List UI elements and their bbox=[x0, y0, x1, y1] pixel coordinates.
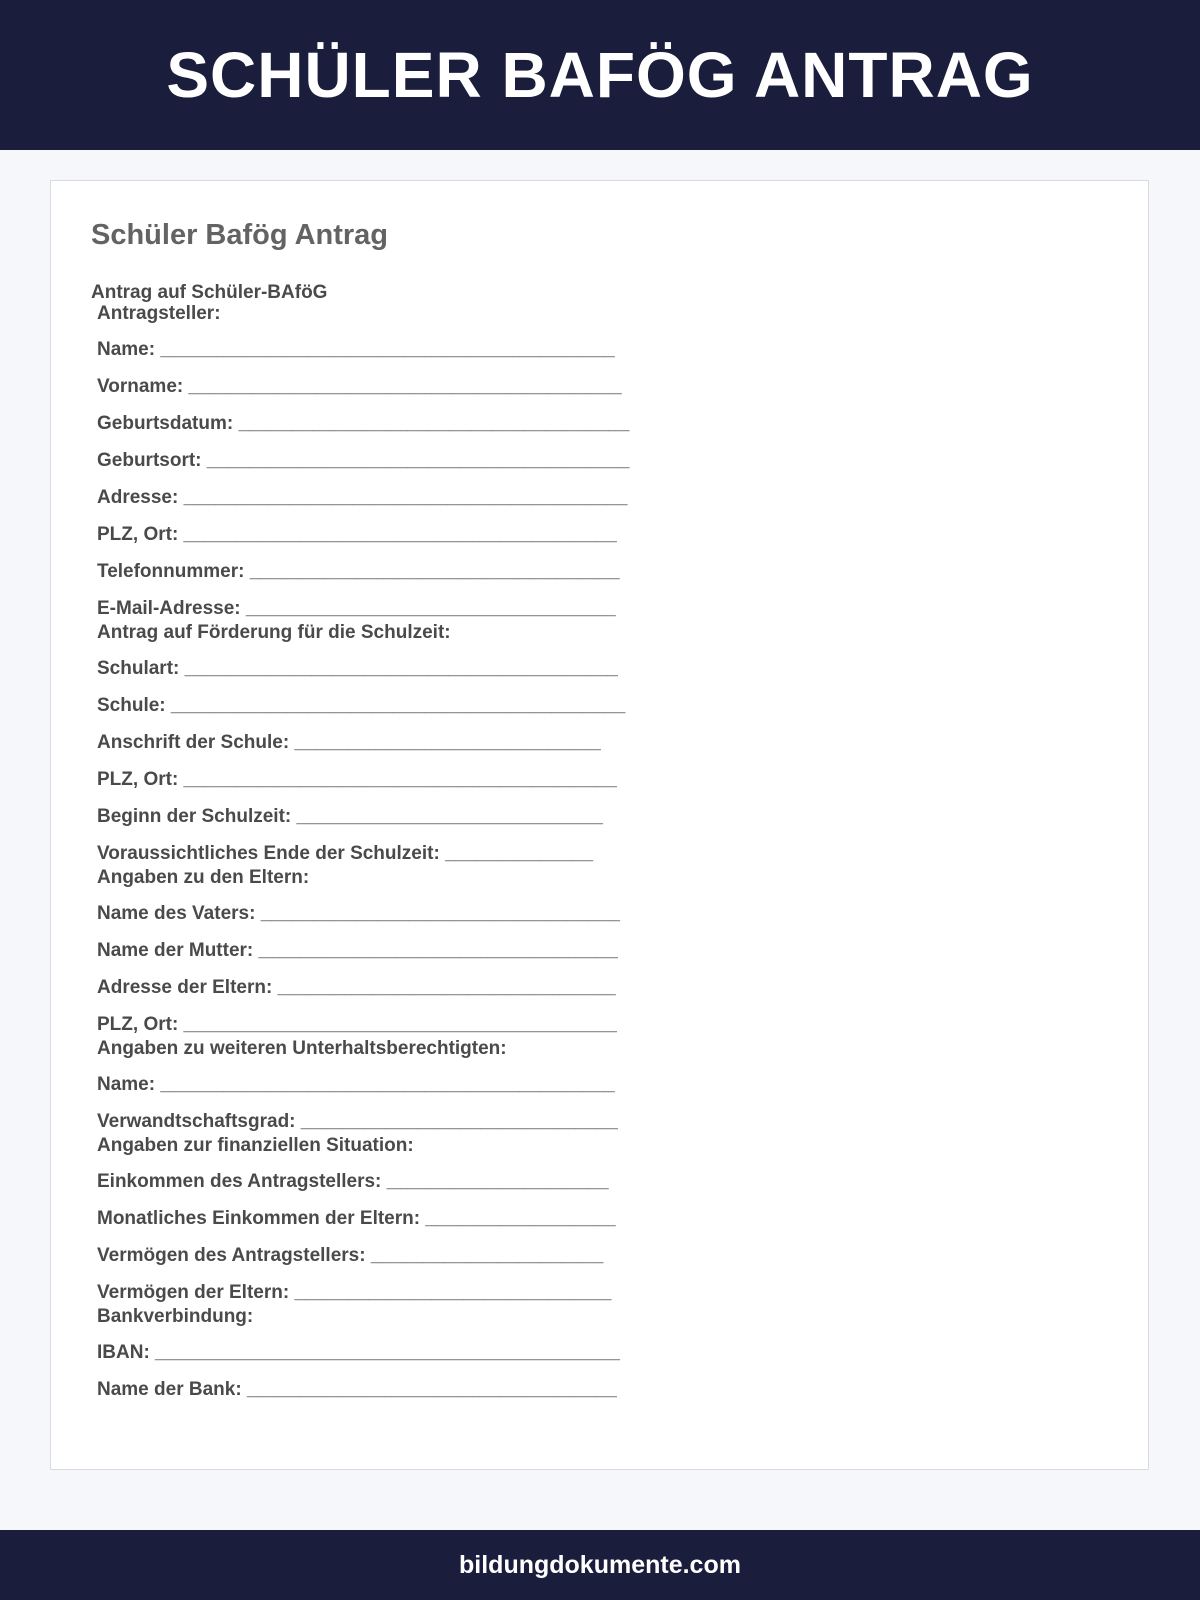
form-line-adresse: Adresse: __________________________________________ bbox=[97, 487, 628, 508]
form-line-school-plz-ort: PLZ, Ort: _________________________________________ bbox=[97, 769, 617, 790]
form-line-geburtsort: Geburtsort: ________________________________________ bbox=[97, 450, 630, 471]
section-heading-dependents: Angaben zu weiteren Unterhaltsberechtigten: bbox=[97, 1038, 507, 1059]
form-line-bank-name: Name der Bank: ___________________________________ bbox=[97, 1379, 617, 1400]
form-line-vermoegen-eltern: Vermögen der Eltern: ______________________________ bbox=[97, 1282, 612, 1303]
footer-site-name: bildungdokumente.com bbox=[459, 1550, 741, 1579]
form-line-vorname: Vorname: _________________________________________ bbox=[97, 376, 622, 397]
form-line-name-vater: Name des Vaters: __________________________________ bbox=[97, 903, 620, 924]
section-heading-bank: Bankverbindung: bbox=[97, 1306, 254, 1327]
form-line-anschrift-schule: Anschrift der Schule: _____________________________ bbox=[97, 732, 601, 753]
section-heading-applicant: Antragsteller: bbox=[97, 303, 221, 324]
form-line-parents-plz-ort: PLZ, Ort: _________________________________________ bbox=[97, 1014, 617, 1035]
form-line-adresse-eltern: Adresse der Eltern: ________________________________ bbox=[97, 977, 616, 998]
form-line-email: E-Mail-Adresse: ___________________________________ bbox=[97, 598, 616, 619]
form-line-schulart: Schulart: _________________________________________ bbox=[97, 658, 618, 679]
form-line-vermoegen-antragsteller: Vermögen des Antragstellers: ______________________ bbox=[97, 1245, 604, 1266]
form-line-iban: IBAN: ____________________________________________ bbox=[97, 1342, 620, 1363]
form-line-plz-ort: PLZ, Ort: _________________________________________ bbox=[97, 524, 617, 545]
form-line-name: Name: ___________________________________________ bbox=[97, 339, 615, 360]
form-line-geburtsdatum: Geburtsdatum: _____________________________________ bbox=[97, 413, 630, 434]
form-line-name-mutter: Name der Mutter: __________________________________ bbox=[97, 940, 618, 961]
section-heading-parents: Angaben zu den Eltern: bbox=[97, 867, 310, 888]
page-title: SCHÜLER BAFÖG ANTRAG bbox=[166, 39, 1034, 111]
form-line-einkommen-eltern: Monatliches Einkommen der Eltern: __________________ bbox=[97, 1208, 616, 1229]
section-heading-finances: Angaben zur finanziellen Situation: bbox=[97, 1135, 414, 1156]
form-line-verwandtschaftsgrad: Verwandtschaftsgrad: ______________________________ bbox=[97, 1111, 618, 1132]
section-heading-school: Antrag auf Förderung für die Schulzeit: bbox=[97, 622, 451, 643]
form-line-einkommen-antragsteller: Einkommen des Antragstellers: _____________________ bbox=[97, 1171, 609, 1192]
document-card bbox=[50, 180, 1149, 1470]
page-header bbox=[0, 0, 1200, 150]
form-line-ende-schulzeit: Voraussichtliches Ende der Schulzeit: ______________ bbox=[97, 843, 594, 864]
form-line-schule: Schule: ___________________________________________ bbox=[97, 695, 626, 716]
form-line-dependent-name: Name: ___________________________________________ bbox=[97, 1074, 615, 1095]
page-footer bbox=[0, 1530, 1200, 1600]
document-intro: Antrag auf Schüler-BAföG bbox=[91, 282, 328, 303]
form-line-beginn-schulzeit: Beginn der Schulzeit: _____________________________ bbox=[97, 806, 603, 827]
form-line-telefonnummer: Telefonnummer: ___________________________________ bbox=[97, 561, 620, 582]
document-title: Schüler Bafög Antrag bbox=[91, 219, 389, 251]
